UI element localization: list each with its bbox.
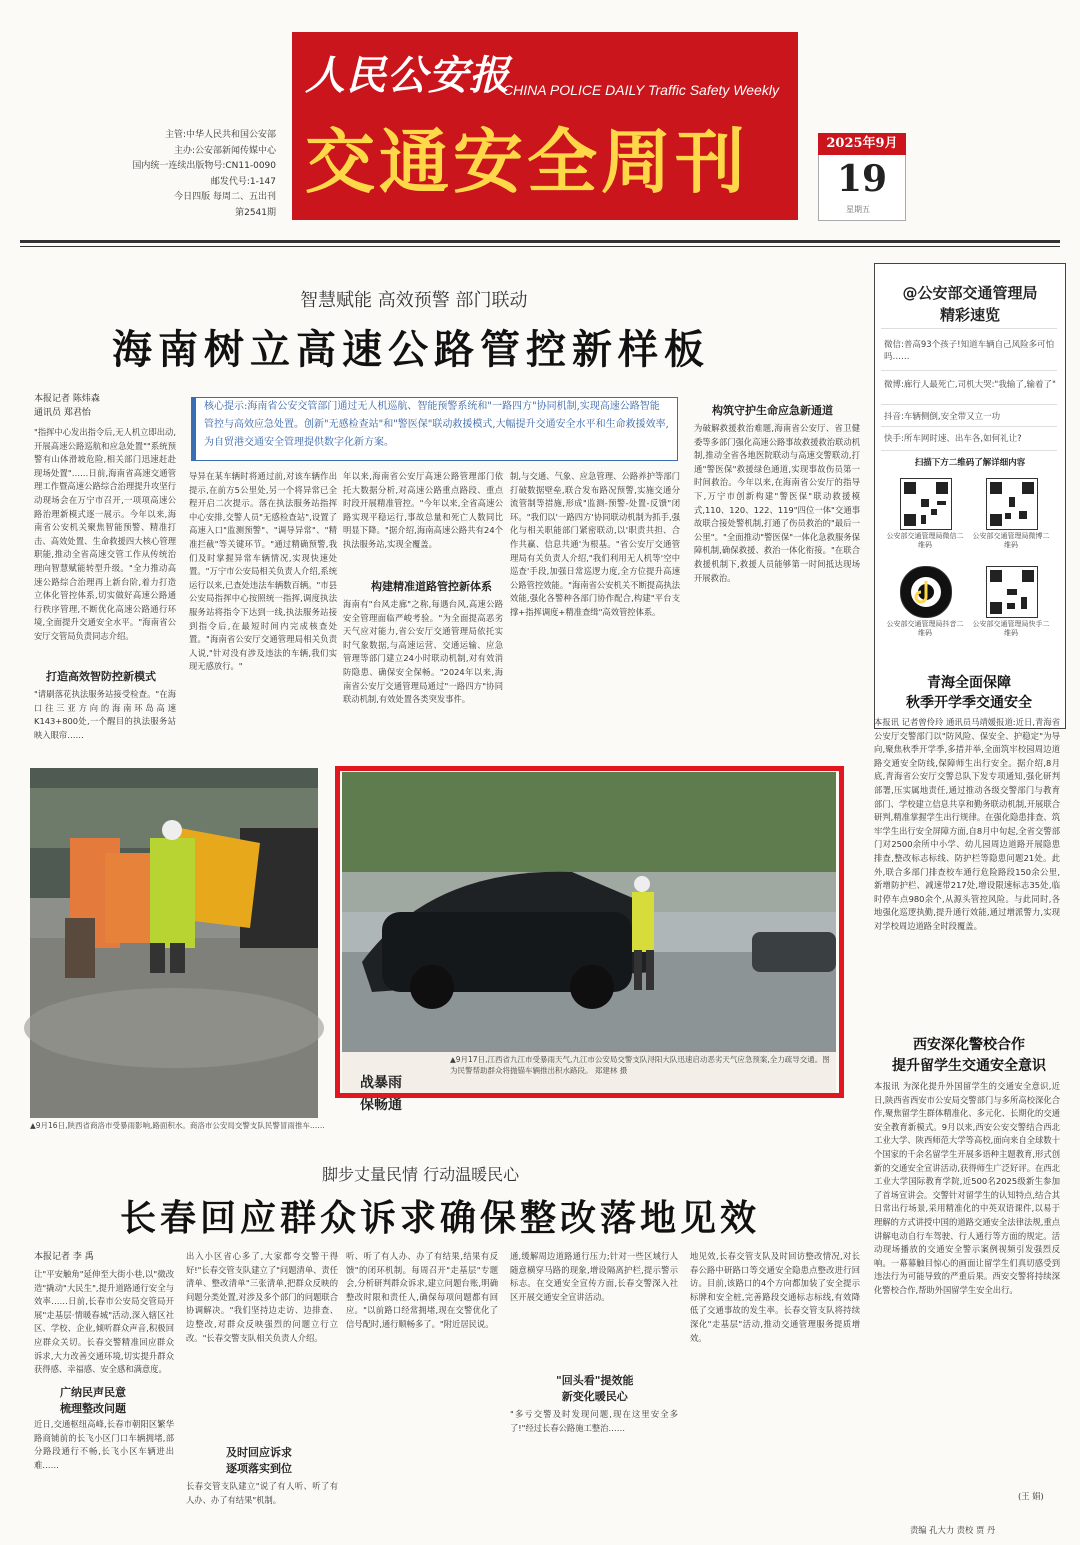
pub-info-line: 主管:中华人民共和国公安部 — [164, 130, 276, 140]
qr-pattern-icon — [987, 567, 1037, 617]
xian-headline-2: 提升留学生交通安全意识 — [892, 1058, 1046, 1074]
lead-abstract — [191, 397, 678, 461]
sidebar-item-wechat[interactable]: 微信:普高93个孩子!知道车辆自己风险多可怕吗…… — [884, 340, 1055, 362]
lead-subhead-2: 构建精准道路管控新体系 — [371, 580, 492, 593]
pub-info-line: 主办:公安部新闻传媒中心 — [173, 145, 276, 156]
xian-article-text: 本报讯 为深化提升外国留学生的交通安全意识,近日,陕西省西安市公安局交警部门与多所高校深化合作,聚焦留学生群体精准化、多元化、长期化的交通安全教育新模式。9月以来,西安公安交警结合西北工业大学、陕西师范大学等高校,面向来自全球数十个国家的千余名留学生开展多语种主题教育,形式创新的交通安全宣讲活动,获得师生广泛好评。在西北工业大学国际教育学院,近500名2025级新生参加了首场宣讲会。交警针对留学生的认知特点,结合其日常出行场景,采用精准化的中英双语课件,以易于理解的方式讲授中国的道路交通安全法律法规,重点讲解电动自行车驾驶、行人通行等方面的规定。活动现场播放的交通安全警示案例视频引发强烈反响。一幕幕触目惊心的画面让留学生们真切感受到违法行为可能导致的严重后果。西安交警将持续深化警校合作,帮助外国留学生安全出行。 — [874, 1081, 1060, 1295]
second-column-3: 听、听了有人办、办了有结果,结果有反馈"的闭环机制。每周召开"走基层"专题会,分析研判群众诉求,建立问题台账,明确整改时限和责任人,确保每项问题都有回应。"以前路口经常拥堵,现在交警优化了信号配时,通行顺畅多了。"附近居民说。 — [346, 1251, 498, 1329]
douyin-logo-icon — [901, 567, 951, 617]
qr-code-weibo[interactable] — [986, 478, 1038, 530]
second-kicker: 脚步丈量民情 行动温暖民心 — [322, 1165, 520, 1184]
paper-name: 人民公安报 — [305, 52, 510, 99]
sidebar-item-weibo[interactable]: 微博:廊行人最死亡,司机大哭:"我输了,输着了" — [884, 380, 1056, 390]
masthead-rule — [20, 240, 1060, 243]
page-editors: 责编 孔大力 责校 贾 丹 — [910, 1525, 996, 1535]
abstract-text: 核心提示:海南省公安交管部门通过无人机巡航、智能预警系统和"一路四方"协同机制,实现高速公路智能管控与高效应急处置。创新"无感检查站"和"警医保"联动救援模式,大幅提升交通安全水平和生命救援效率,为自贸港交通安全管理提供数字化新方案。 — [204, 401, 669, 448]
second-headline: 长春回应群众诉求确保整改落地见效 — [120, 1197, 761, 1239]
qinghai-headline-2: 秋季开学季交通安全 — [906, 695, 1032, 711]
second-column-4: 通,缓解周边道路通行压力;针对一些区域行人随意横穿马路的现象,增设隔离护栏,提示警示标志。在交通安全宣传方面,长春交警深入社区开展交通安全宣讲活动。 — [510, 1251, 678, 1302]
lead-subhead-1: 打造高效智防控新模式 — [46, 670, 156, 683]
byline-correspondent: 通讯员 郑君怡 — [34, 408, 91, 418]
second-column-2: 出入小区省心多了,大家都夸交警干得好!"长春交管支队建立了"问题清单、责任清单、整改清单"三张清单,把群众反映的问题分类处置,对涉及多个部门的问题联合协调解决。"我们坚持边走访、边排查、边整改,对群众反映强烈的问题立行立改。"长春交警支队相关负责人介绍。 — [186, 1251, 339, 1343]
qr-pattern-icon — [901, 479, 951, 529]
sidebar-divider — [881, 370, 1057, 371]
date-weekday: 星期五 — [846, 205, 870, 214]
lead-subhead-3: 构筑守护生命应急新通道 — [712, 404, 833, 417]
sidebar-divider — [881, 426, 1057, 427]
lead-column-1b: "请刷落花执法服务站接受检查。"在海口往三亚方向的海南环岛高速K143+800处,一个醒目的执法服务站映入眼帘…… — [34, 689, 176, 740]
qr-caption: 公安部交通管理局快手二维码 — [972, 620, 1050, 637]
byline-reporter: 本报记者 陈炜森 — [34, 394, 100, 404]
sidebar-title: @公安部交通管理局 精彩速览 — [902, 284, 1038, 324]
second-subhead-3: "回头看"提效能 新变化暖民心 — [556, 1374, 634, 1403]
lead-kicker: 智慧赋能 高效预警 部门联动 — [300, 290, 528, 311]
lead-column-3: 年以来,海南省公安厅高速公路管理部门依托大数据分析,对高速公路重点路段、重点时段开展精准管控。"今年以来,全省高速公路实现平稳运行,事故总量和死亡人数同比明显下降。"据介绍,海南高速公路共有24个执法服务站,实现全覆盖。 — [343, 471, 503, 549]
lead-column-4: 制,与交通、气象、应急管理、公路养护等部门打破数据壁垒,联合发布路况预警,实施交通分流管制等措施,形成"监测-预警-处置-反馈"闭环。"我们以'一路四方'协同联动机制为抓手,强化与相关职能部门紧密联动,以'职责共担、合作共赢、信息共通'为根基。"省公安厅交通管理局有关负责人介绍,"我们利用无人机等'空中巡查'手段,加强日常巡逻力度,全方位提升高速公路管控效能。"海南省公安机关不断提高执法效能,强化各警种各部门协作配合,构建"平台支撑+指挥调度+精准查缉"高效管控体系。 — [510, 471, 680, 617]
second-subhead-1: 广纳民声民意 梳理整改问题 — [60, 1386, 126, 1415]
second-column-5: 地见效,长春交管支队及时回访整改情况,对长春公路中研路口等交通安全隐患点整改进行回访。目前,该路口的4个方向都加装了安全提示标牌和安全桩,完善路段交通标志标线,有效降低了交通事故的发生率。长春交管支队将持续深化"走基层"活动,推动交通管理服务提质增效。 — [690, 1251, 860, 1343]
sidebar-divider — [881, 404, 1057, 405]
second-subhead-2: 及时回应诉求 逐项落实到位 — [226, 1446, 292, 1475]
second-column-4b: "多亏交警及时发现问题,现在这里安全多了!"经过长春公路施工整治…… — [510, 1409, 678, 1433]
second-column-1b: 近日,交通枢纽高峰,长春市朝阳区繁华路商铺前的长飞小区门口车辆拥堵,部分路段通行不畅,长飞小区车辆进出难…… — [34, 1419, 174, 1470]
supplement-title: 交通安全周刊 — [305, 121, 749, 203]
lead-column-2: 导异在某车辆时将通过前,对该车辆作出提示,在前方5公里处,另一个将异常已全程开启二次提示。落在执法服务站指挥中心安排,交警人员"无感检查站",设置了高速入口"监测预警"、"调导异常"、"精准拦截"等关键环节。"通过精确预警,我们及时掌握异常车辆情况,实现快速处置。"万宁市公安局相关负责人介绍,系统运行以来,已查处违法车辆数百辆。"市县公安局指挥中心按照统一指挥,调度执法服务站将指令下达到一线,执法服务站接到指令后,在最短时间内完成核查处置。"海南省公安厅交通管理局相关负责人说,"针对没有涉及违法的车辆,我们实现无感放行。" — [189, 471, 337, 672]
lead-byline — [34, 392, 100, 420]
pub-info-line: 邮发代号:1-147 — [210, 176, 276, 187]
sidebar-divider — [881, 450, 1057, 451]
qr-caption: 公安部交通管理局微博二维码 — [972, 532, 1050, 549]
sidebar-item-kuaishou[interactable]: 快手:所车网时速、出车各,如何礼让? — [884, 434, 1022, 444]
second-column-1: 让"平安触角"延伸至大街小巷,以"微改造"撬动"大民生",提升道路通行安全与效率……日前,长春市公安局交管局开展"走基层·情暖春城"活动,深入辖区社区、学校、企业,倾听群众声音,积极回应群众关切。长春交警精准回应群众诉求,大力改善交通环境,切实提升群众获得感、幸福感、安全感和满意度。 — [34, 1269, 174, 1375]
photo-feature-title-2: 保畅通 — [360, 1097, 402, 1113]
second-byline: 本报记者 李 禹 — [34, 1252, 94, 1262]
qr-code-wechat[interactable] — [900, 478, 952, 530]
lead-column-5: 为破解救援救治难题,海南省公安厅、省卫健委等多部门强化高速公路事故救援救治联动机制,推动全省各地医院联动与高速交警联动,打通"警医保"救援绿色通道,实现事故伤员第一时间救治。今年以来,在海南省公安厅的指导下,万宁市创新构建"警医保"联动救援模式,110、120、122、119"四位一体"交通事故联合接处警机制,打通了伤员救治的"最后一公里"。"全面推动"警医保"一体化急救服务保障机制,确保救援、救治一体化衔接。"在联合救援机制下,救援人员能够第一时间抵达现场开展救治。 — [694, 423, 860, 583]
pub-info-line: 国内统一连续出版物号:CN11-0090 — [132, 161, 276, 171]
date-year-month: 2025年9月 — [818, 133, 906, 155]
photo-feature-title-1: 战暴雨 — [360, 1075, 402, 1091]
pub-info-line: 今日四版 每周二、五出刊 — [174, 192, 276, 202]
sidebar-item-douyin[interactable]: 抖音:车辆侧倒,安全带又立一功 — [884, 412, 1001, 422]
qr-code-kuaishou[interactable] — [986, 566, 1038, 618]
qinghai-article-text: 本报讯 记者曾伶玲 通讯员马靖媛报道:近日,青海省公安厅交警部门以"防风险、保安全、护稳定"为导向,聚焦秋季开学季,多措并举,全面筑牢校园周边道路交通安全防线,保障师生出行安全。据介绍,8月底,青海省公安厅交警总队下发专项通知,强化研判部署,压实属地责任,通过推动各级交警部门与教育部门、学校建立信息共享和勤务联动机制,开展联合研判,精准掌握学生出行规律。在强化隐患排查、筑牢学生出行安全屏障方面,自8月中旬起,全省交警部门对2500余所中小学、幼儿园周边道路开展隐患排查,整改标志标线、防护栏等隐患问题21处。此外,联合多部门排查校车通行危险路段150余公里,新增防护栏、减速带217处,增设限速标志35处,临时停车点980余个,从源头管控风险。与此同时,各地强化巡逻执勤,提升通行效能,通过增派警力,实现对学校周边道路全时段覆盖。 — [874, 717, 1060, 931]
qr-code-douyin[interactable] — [900, 566, 952, 618]
highlight-frame — [335, 766, 844, 1098]
date-day: 19 — [836, 158, 888, 200]
xian-headline-1: 西安深化警校合作 — [913, 1037, 1025, 1053]
publication-info — [110, 128, 276, 221]
xian-reporter: (王 娟) — [1018, 1491, 1044, 1501]
qr-pattern-icon — [987, 479, 1037, 529]
pub-info-line: 第2541期 — [235, 207, 276, 218]
flood-photo-left — [30, 768, 318, 1118]
lead-column-1: "指挥中心发出指令后,无人机立即出动,开展高速公路巡航和应急处置""系统预警有山体滑坡危险,相关部门迅速赶赴现场处置"……日前,海南省高速交通管理工作暨高速公路综合治理提升攻坚行动现场会在万宁市召开,一项项高速公路治理新模式逐一展示。今年以来,海南省公安机关聚焦智能预警、精准打击、高效处置、生命救援四大核心管理职能,推动全省高速交管工作从传统治理向智慧赋能转型升级。"全力推动高速公路综合治理再上新台阶,着力打造立体化管控体系,切实做好高速公路通行秩序管理,不断优化高速公路通行环境,全面提升交通安全水平。"海南省公安厅交管局负责同志介绍。 — [34, 427, 176, 641]
lead-headline: 海南树立高速公路管控新样板 — [112, 326, 710, 373]
qr-caption: 公安部交通管理局微信二维码 — [886, 532, 964, 549]
right-photo-caption: ▲9月17日,江西省九江市受暴雨天气,九江市公安局交警支队浔阳大队迅速启动恶劣天气应急预案,全力疏导交通。图为民警帮助群众将抛锚车辆推出积水路段。 郑建林 摄 — [450, 1055, 830, 1075]
paper-name-en: CHINA POLICE DAILY Traffic Safety Weekly — [503, 82, 779, 98]
masthead-rule-thin — [20, 246, 1060, 247]
qr-prompt: 扫描下方二维码了解详细内容 — [914, 458, 1026, 468]
qinghai-headline-1: 青海全面保障 — [927, 675, 1011, 691]
left-photo-caption: ▲9月16日,陕西省商洛市受暴雨影响,路面积水。商洛市公安局交警支队民警冒雨推车…… — [30, 1121, 325, 1130]
sidebar-divider — [881, 328, 1057, 329]
second-column-2b: 长春交管支队建立"说了有人听、听了有人办、办了有结果"机制。 — [186, 1481, 338, 1505]
qr-caption: 公安部交通管理局抖音二维码 — [886, 620, 964, 637]
lead-column-3b: 海南有"台风走廊"之称,每遇台风,高速公路安全管理面临严峻考验。"为全面提高恶劣天气应对能力,省公安厅交通管理局依托实时气象数据,与高速运营、交通运输、应急管理等部门建立24小时联动机制,对有效消防隐患、确保安全保畅。"2024年以来,海南省公安厅交通管理局通过"一路四方"协同联动机制,有效处置各类突发事件。 — [343, 599, 503, 705]
